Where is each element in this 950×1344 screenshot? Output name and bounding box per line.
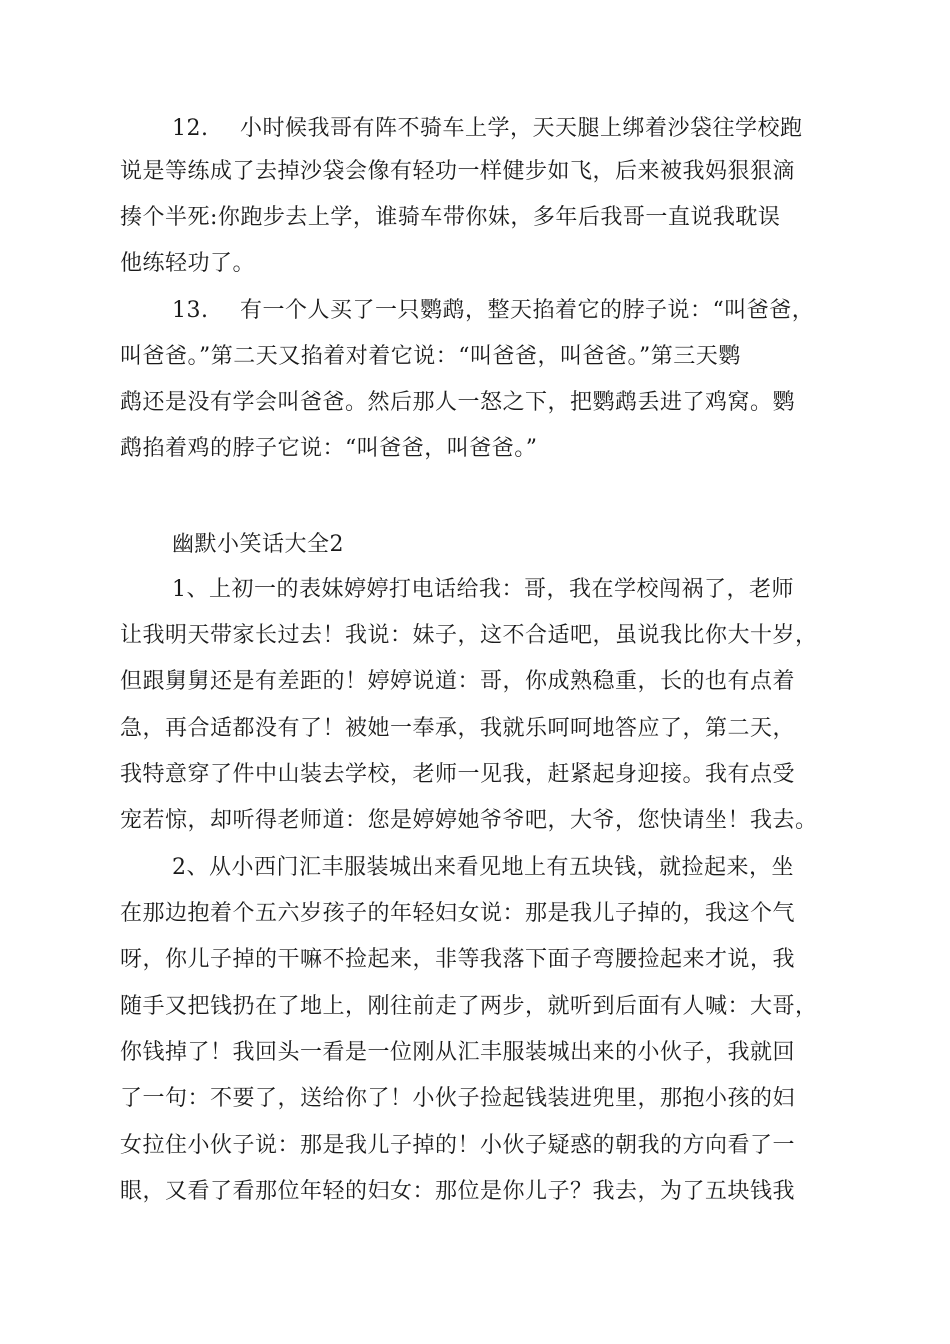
joke-2-line-8: 眼，又看了看那位年轻的妇女：那位是你儿子？我去，为了五块钱我 — [120, 1179, 796, 1204]
joke-1-line-5: 我特意穿了件中山装去学校，老师一见我，赶紧起身迎接。我有点受 — [120, 762, 796, 787]
joke-1-line-2: 让我明天带家长过去！我说：妹子，这不合适吧，虽说我比你大十岁， — [120, 623, 818, 648]
joke-2-line-4: 随手又把钱扔在了地上，刚往前走了两步，就听到后面有人喊：大哥， — [120, 994, 818, 1019]
joke-13-line-3: 鹉还是没有学会叫爸爸。然后那人一怒之下，把鹦鹉丢进了鸡窝。鹦 — [120, 390, 796, 415]
joke-13-line-2: 叫爸爸。”第二天又掐着对着它说：“叫爸爸，叫爸爸。”第三天鹦 — [120, 344, 741, 369]
joke-2-line-3: 呀，你儿子掉的干嘛不捡起来，非等我落下面子弯腰捡起来才说，我 — [120, 947, 796, 972]
joke-13-line-4: 鹉掐着鸡的脖子它说：“叫爸爸，叫爸爸。” — [120, 436, 538, 461]
joke-12-number: 12. — [172, 116, 209, 141]
joke-12-line-2: 说是等练成了去掉沙袋会像有轻功一样健步如飞，后来被我妈狠狠滴 — [120, 159, 796, 184]
joke-2-line-5: 你钱掉了！我回头一看是一位刚从汇丰服装城出来的小伙子，我就回 — [120, 1040, 796, 1065]
joke-2-line-1: 2、从小西门汇丰服装城出来看见地上有五块钱，就捡起来，坐 — [172, 855, 794, 880]
joke-12-line-1: 12. 小时候我哥有阵不骑车上学，天天腿上绑着沙袋往学校跑 — [172, 114, 803, 144]
joke-12-line-3: 揍个半死:你跑步去上学，谁骑车带你妹，多年后我哥一直说我耽误 — [120, 205, 781, 230]
joke-13-line-1: 13. 有一个人买了一只鹦鹉，整天掐着它的脖子说：“叫爸爸， — [172, 296, 814, 326]
joke-2-line-2: 在那边抱着个五六岁孩子的年轻妇女说：那是我儿子掉的，我这个气 — [120, 901, 796, 926]
joke-12-line-4: 他练轻功了。 — [120, 251, 256, 276]
joke-2-line-7: 女拉住小伙子说：那是我儿子掉的！小伙子疑惑的朝我的方向看了一 — [120, 1133, 796, 1158]
joke-2-line-6: 了一句：不要了，送给你了！小伙子捡起钱装进兜里，那抱小孩的妇 — [120, 1086, 796, 1111]
joke-1-line-4: 急，再合适都没有了！被她一奉承，我就乐呵呵地答应了，第二天， — [120, 716, 796, 741]
joke-1-line-1: 1、上初一的表妹婷婷打电话给我：哥，我在学校闯祸了，老师 — [172, 577, 794, 602]
joke-1-line-3: 但跟舅舅还是有差距的！婷婷说道：哥，你成熟稳重，长的也有点着 — [120, 669, 796, 694]
joke-13-number: 13. — [172, 298, 209, 323]
section-title: 幽默小笑话大全2 — [172, 532, 344, 557]
joke-1-line-6: 宠若惊，却听得老师道：您是婷婷她爷爷吧，大爷，您快请坐！我去。 — [120, 808, 818, 833]
